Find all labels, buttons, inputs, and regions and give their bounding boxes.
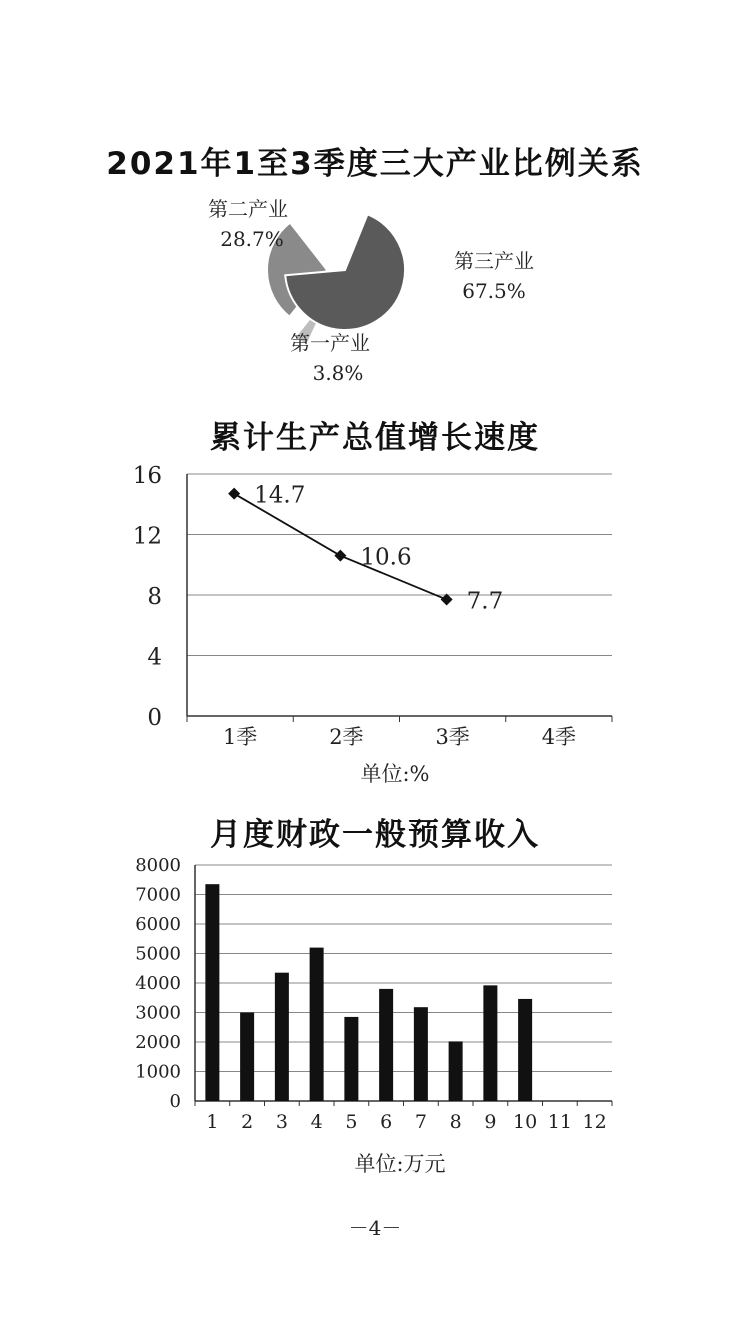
y-tick-label: 1000 bbox=[135, 1061, 181, 1083]
line-chart-unit-label: 单位:% bbox=[360, 762, 430, 786]
pie-slice-percent: 28.7% bbox=[220, 227, 284, 251]
pie-chart bbox=[0, 190, 750, 400]
bar bbox=[205, 884, 219, 1101]
x-tick-label: 4 bbox=[310, 1111, 323, 1133]
pie-slice-percent: 3.8% bbox=[312, 361, 364, 385]
pie-slice-name: 第三产业 bbox=[454, 249, 534, 273]
pie-chart-title: 2021年1至3季度三大产业比例关系 bbox=[106, 146, 644, 182]
data-point bbox=[334, 550, 346, 562]
y-tick-label: 4000 bbox=[135, 973, 181, 994]
y-tick-label: 6000 bbox=[135, 914, 181, 935]
y-tick-label: 16 bbox=[132, 463, 162, 489]
x-tick-label: 3 bbox=[275, 1111, 288, 1133]
y-tick-label: 7000 bbox=[135, 884, 181, 906]
bar bbox=[449, 1041, 463, 1101]
x-tick-label: 5 bbox=[345, 1111, 358, 1133]
x-tick-label: 11 bbox=[547, 1111, 572, 1133]
data-label: 7.7 bbox=[466, 588, 504, 615]
x-tick-label: 1季 bbox=[222, 725, 258, 749]
x-tick-label: 2季 bbox=[329, 725, 364, 749]
series-line bbox=[234, 494, 447, 600]
bar-chart bbox=[0, 850, 750, 1140]
pie-slice-percent: 67.5% bbox=[462, 279, 526, 303]
bar bbox=[240, 1013, 254, 1102]
pie-slice-name: 第二产业 bbox=[208, 197, 288, 221]
data-label: 14.7 bbox=[254, 482, 306, 509]
bar bbox=[275, 973, 289, 1101]
bar bbox=[344, 1017, 358, 1101]
x-tick-label: 4季 bbox=[541, 725, 577, 749]
data-point bbox=[228, 488, 240, 500]
x-tick-label: 9 bbox=[484, 1111, 497, 1133]
x-tick-label: 6 bbox=[380, 1111, 393, 1133]
y-tick-label: 4 bbox=[147, 644, 162, 671]
bar bbox=[379, 989, 393, 1101]
line-chart bbox=[0, 450, 750, 760]
x-tick-label: 3季 bbox=[435, 725, 470, 749]
y-tick-label: 0 bbox=[147, 705, 162, 731]
x-tick-label: 1 bbox=[206, 1111, 219, 1133]
data-label: 10.6 bbox=[360, 544, 412, 571]
bar bbox=[483, 985, 497, 1101]
bar-chart-unit-label: 单位:万元 bbox=[354, 1152, 446, 1176]
y-tick-label: 3000 bbox=[135, 1002, 181, 1024]
bar bbox=[518, 999, 532, 1101]
x-tick-label: 12 bbox=[582, 1111, 607, 1133]
x-tick-label: 7 bbox=[414, 1111, 427, 1133]
pie-slice-name: 第一产业 bbox=[290, 331, 370, 355]
y-tick-label: 0 bbox=[169, 1091, 181, 1112]
page-number: －4－ bbox=[348, 1216, 402, 1240]
y-tick-label: 8000 bbox=[135, 855, 181, 876]
line-chart-title: 累计生产总值增长速度 bbox=[210, 420, 540, 456]
x-tick-label: 10 bbox=[513, 1111, 538, 1133]
x-tick-label: 2 bbox=[241, 1111, 254, 1133]
y-tick-label: 2000 bbox=[135, 1032, 181, 1053]
y-tick-label: 12 bbox=[132, 523, 162, 550]
y-tick-label: 8 bbox=[147, 584, 162, 610]
y-tick-label: 5000 bbox=[135, 943, 181, 965]
bar bbox=[310, 948, 324, 1101]
bar-chart-title: 月度财政一般预算收入 bbox=[210, 817, 540, 853]
bar bbox=[414, 1007, 428, 1101]
x-tick-label: 8 bbox=[449, 1111, 462, 1133]
